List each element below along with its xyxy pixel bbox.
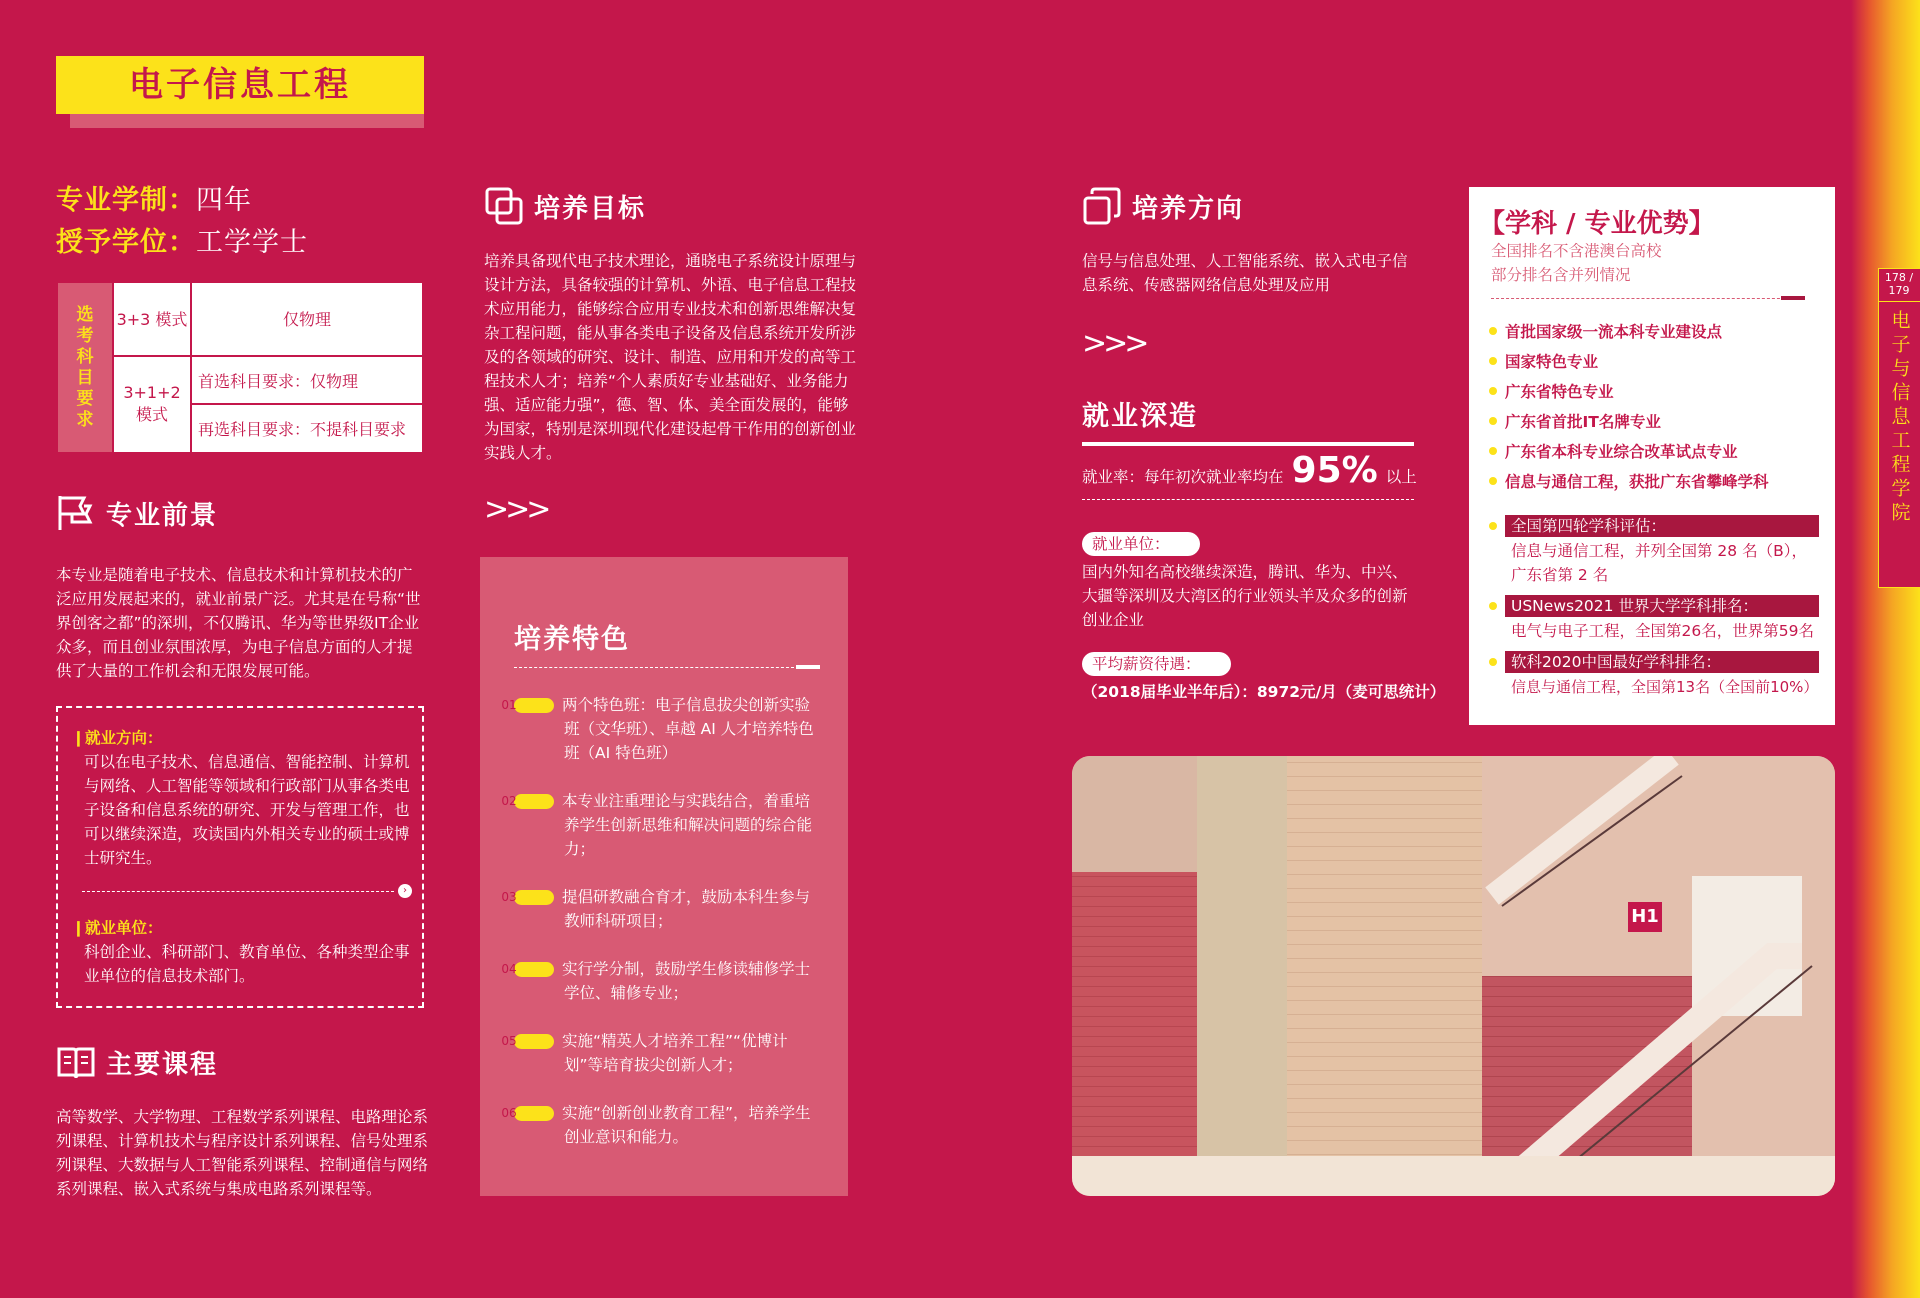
advantage-sub2: 部分排名含并列情况: [1491, 266, 1631, 284]
subject-side-label: 选考科目要求: [57, 282, 113, 453]
duration-key: 专业学制：: [56, 185, 196, 216]
prospect-heading: [56, 494, 218, 532]
ranking-2-label: USNews2021 世界大学学科排名：: [1505, 595, 1819, 617]
layers-icon: [484, 186, 524, 226]
feature-text: 实行学分制，鼓励学生修读辅修学士学位、辅修专业；: [562, 960, 811, 1002]
advantage-bullet: 首批国家级一流本科专业建设点: [1489, 317, 1819, 347]
feature-number: 05: [514, 1034, 554, 1049]
goal-text: 培养具备现代电子技术理论，通晓电子系统设计原理与设计方法，具备较强的计算机、外语、电子信息工程技术应用能力，能够综合应用专业技术和创新思维解决复杂工程问题，能从事各类电子设备及信息系统开发所涉及的各领域的研究、设计、制造、应用和开发的高等工程技术人才；培养“个人素质好专业基础好、业务能力强、适应能力强”，德、智、体、美全面发展的，能够为国家，特别是深圳现代化建设起骨干作用的创新创业实践人才。: [484, 252, 857, 462]
ranking-3-label: 软科2020中国最好学科排名：: [1505, 651, 1819, 673]
advantage-heading: 【学科 / 专业优势】: [1479, 209, 1715, 239]
advantage-divider-accent: [1781, 296, 1805, 300]
college-label: 电子与信息工程学院: [1888, 310, 1911, 526]
advantage-divider: [1491, 298, 1805, 299]
prospect-heading-text: 专业前景: [106, 500, 219, 531]
prospect-text: 本专业是随着电子技术、信息技术和计算机技术的广泛应用发展起来的，就业前景广泛。尤其是在号称“世界创客之都”的深圳，不仅腾讯、华为等世界级IT企业众多，而且创业氛围浓厚，为电子信息方面的人才提供了大量的工作机会和无限发展可能。: [56, 566, 421, 680]
direction-arrows: >>>: [1082, 326, 1146, 361]
employ-heading: 就业深造: [1082, 401, 1198, 432]
feature-number: 04: [514, 962, 554, 977]
units-text: 科创企业、科研部门、教育单位、各种类型企事业单位的信息技术部门。: [84, 943, 410, 985]
page-title: 电子信息工程: [56, 56, 424, 114]
features-list: [501, 693, 824, 1173]
mode1-label: 3+3 模式: [113, 282, 191, 356]
advantage-bullet: 广东省特色专业: [1489, 377, 1819, 407]
employ-underline: [1082, 442, 1414, 446]
feature-item: [501, 957, 824, 1029]
feature-number: 02: [514, 794, 554, 809]
employ-rate-line: [1082, 450, 1417, 496]
degree-value: 工学学士: [196, 227, 308, 258]
feature-text: 提倡研教融合育才，鼓励本科生参与教师科研项目；: [562, 888, 811, 930]
book-icon: [56, 1045, 96, 1081]
feature-number: 03: [514, 890, 554, 905]
mode2-requirement-first: 首选科目要求：仅物理: [191, 356, 423, 405]
page-numbers: 178 / 179: [1884, 271, 1914, 297]
edge-gradient-strip: [1851, 0, 1920, 1298]
building-sign: H1: [1628, 902, 1662, 932]
feature-item: [501, 1101, 824, 1173]
flag-icon: [56, 494, 96, 532]
features-divider: [514, 667, 794, 668]
feature-text: 实施“精英人才培养工程”“优博计划”等培育拔尖创新人才；: [562, 1032, 788, 1074]
feature-text: 两个特色班：电子信息拔尖创新实验班（文华班）、卓越 AI 人才培养特色班（AI 特色班）: [562, 696, 814, 762]
employ-salary-text: （2018届毕业半年后）：8972元/月（麦可思统计）: [1082, 683, 1446, 701]
employ-salary-pill: 平均薪资待遇：: [1082, 652, 1231, 676]
features-heading: 培养特色: [514, 624, 630, 655]
units-label: ❙就业单位：: [72, 919, 163, 937]
degree-line: [56, 220, 308, 259]
feature-number: 01: [514, 698, 554, 713]
divider-line: [82, 891, 394, 892]
advantage-bullet: 信息与通信工程，获批广东省攀峰学科: [1489, 467, 1819, 497]
copy-icon: [1082, 186, 1122, 226]
title-block: [56, 56, 424, 128]
feature-text: 本专业注重理论与实践结合，着重培养学生创新思维和解决问题的综合能力；: [562, 792, 813, 858]
advantage-bullet: 广东省本科专业综合改革试点专业: [1489, 437, 1819, 467]
courses-text: 高等数学、大学物理、工程数学系列课程、电路理论系列课程、计算机技术与程序设计系列课程、信号处理系列课程、大数据与人工智能系列课程、控制通信与网络系列课程、嵌入式系统与集成电路系列课程等。: [56, 1108, 429, 1198]
duration-line: [56, 178, 252, 217]
employ-rate-prefix: 就业率：每年初次就业率均在: [1082, 468, 1284, 486]
courses-heading: [56, 1044, 218, 1081]
photo-red-tiles: [1072, 872, 1197, 1196]
ranking-1-label: 全国第四轮学科评估：: [1505, 515, 1819, 537]
direction-text: 信号与信息处理、人工智能系统、嵌入式电子信息系统、传感器网络信息处理及应用: [1082, 252, 1408, 294]
advantage-bullet: 广东省首批IT名牌专业: [1489, 407, 1819, 437]
feature-item: [501, 789, 824, 885]
employ-unit-text: 国内外知名高校继续深造，腾讯、华为、中兴、大疆等深圳及大湾区的行业领头羊及众多的创新创业企业: [1082, 563, 1408, 629]
arrow-circle-icon: ›: [398, 884, 412, 898]
mode2-requirement-second: 再选科目要求：不提科目要求: [191, 404, 423, 453]
degree-key: 授予学位：: [56, 227, 196, 258]
goal-heading: [484, 186, 646, 226]
feature-item: [501, 885, 824, 957]
mode2-label: 3+1+2 模式: [113, 356, 191, 453]
ranking-1: [1489, 515, 1819, 587]
feature-text: 实施“创新创业教育工程”，培养学生创业意识和能力。: [562, 1104, 811, 1146]
advantage-bullets: [1489, 317, 1819, 497]
features-panel: [480, 557, 848, 1196]
feature-number: 06: [514, 1106, 554, 1121]
photo-pillar: [1197, 756, 1287, 1196]
ranking-3: [1489, 651, 1819, 699]
ranking-1-text: 信息与通信工程，并列全国第 28 名（B），广东省第 2 名: [1511, 542, 1807, 584]
advantage-bullet: 国家特色专业: [1489, 347, 1819, 377]
goal-heading-text: 培养目标: [534, 193, 647, 224]
page-tab: [1878, 268, 1920, 588]
direction-label: ❙就业方向：: [72, 729, 163, 747]
direction-heading-text: 培养方向: [1132, 193, 1245, 224]
goal-arrows: >>>: [484, 492, 548, 527]
employ-rate-value: 95%: [1291, 450, 1378, 491]
feature-item: [501, 693, 824, 789]
courses-heading-text: 主要课程: [106, 1050, 219, 1080]
employ-divider: [1082, 499, 1414, 500]
direction-text: 可以在电子技术、信息通信、智能控制、计算机与网络、人工智能等领域和行政部门从事各类电子设备和信息系统的研究、开发与管理工作，也可以继续深造，攻读国内外相关专业的硕士或博士研究生。: [84, 753, 410, 867]
employ-unit-pill: 就业单位：: [1082, 532, 1200, 556]
ranking-3-text: 信息与通信工程，全国第13名（全国前10%）: [1511, 678, 1819, 696]
ranking-2: [1489, 595, 1819, 643]
features-divider-accent: [796, 665, 820, 669]
advantage-sub1: 全国排名不含港澳台高校: [1491, 242, 1662, 260]
campus-photo: [1072, 756, 1835, 1196]
photo-brick-wall: [1287, 756, 1482, 1196]
direction-heading: [1082, 186, 1244, 226]
mode1-requirement: 仅物理: [191, 282, 423, 356]
employ-rate-suffix: 以上: [1385, 468, 1417, 486]
ranking-2-text: 电气与电子工程，全国第26名，世界第59名: [1511, 622, 1814, 640]
feature-item: [501, 1029, 824, 1101]
advantage-panel: [1469, 187, 1835, 725]
duration-value: 四年: [196, 185, 252, 216]
photo-foreground-ledge: [1072, 1156, 1835, 1196]
career-box: [56, 706, 424, 1008]
subject-table: [56, 281, 424, 454]
stairs-graphic: [1472, 756, 1835, 1196]
